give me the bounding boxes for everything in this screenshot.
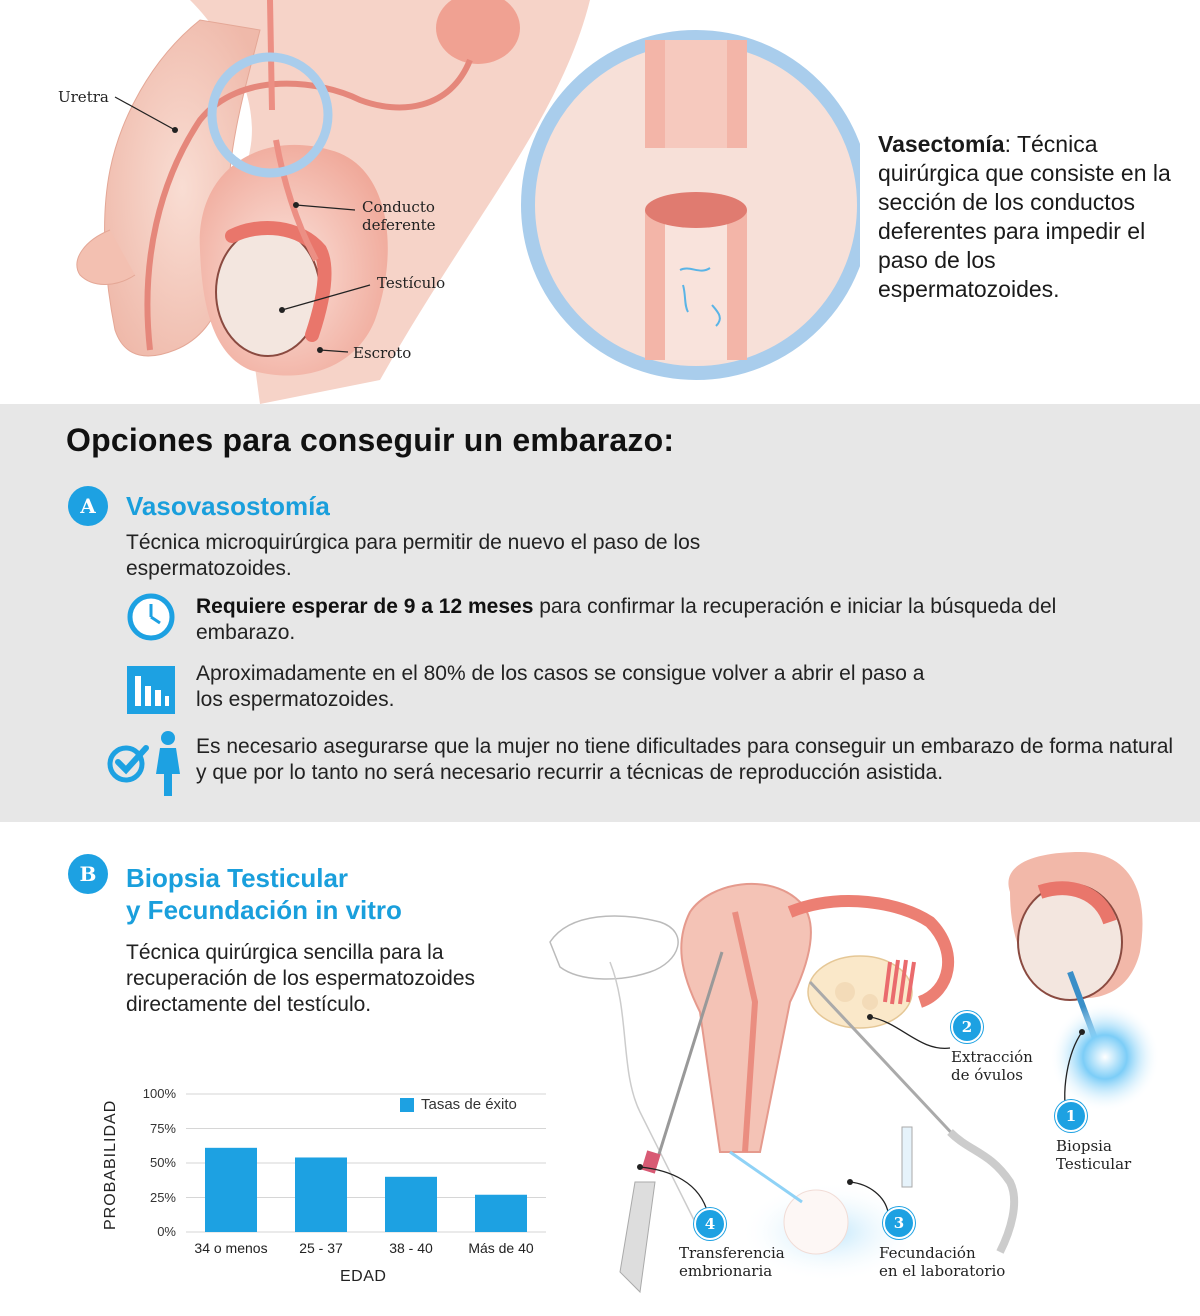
clock-icon <box>126 592 176 642</box>
option-b-badge: B <box>68 854 108 894</box>
vasectomy-illustration-section <box>0 0 1200 404</box>
success-rate-chart <box>96 1072 566 1312</box>
point-woman-text: Es necesario asegurarse que la mujer no tiene dificultades para conseguir un embarazo de forma natural y que por lo tanto no será necesario recurrir a técnicas de reproducción asistida. <box>196 735 1174 784</box>
options-title: Opciones para conseguir un embarazo: <box>66 422 675 458</box>
biopsy-ivf-section <box>0 822 1200 1316</box>
chart-bar <box>205 1148 257 1232</box>
option-a-point-wait <box>196 594 1096 646</box>
step-3-badge: 3 <box>883 1207 915 1239</box>
step-1-badge: 1 <box>1055 1100 1087 1132</box>
chart-x-tick-label: 34 o menos <box>194 1240 268 1256</box>
chart-y-tick-label: 75% <box>149 1120 176 1136</box>
legend-label: Tasas de éxito <box>421 1096 517 1113</box>
option-a-title: Vasovasostomía <box>126 491 330 521</box>
label-conducto-deferente: Conducto deferente <box>362 198 436 234</box>
bar-chart-icon <box>127 666 175 714</box>
option-a-description: Técnica microquirúrgica para permitir de nuevo el paso de los espermatozoides. <box>126 531 701 580</box>
option-b-description: Técnica quirúrgica sencilla para la recuperación de los espermatozoides directamente del testículo. <box>126 941 476 1016</box>
chart-x-tick-label: 38 - 40 <box>389 1240 433 1256</box>
point-wait-bold: Requiere esperar de 9 a 12 meses <box>196 595 534 618</box>
step-2-badge: 2 <box>951 1011 983 1043</box>
chart-y-tick-label: 25% <box>149 1189 176 1205</box>
chart-bar <box>295 1157 347 1232</box>
step-4-badge: 4 <box>694 1208 726 1240</box>
chart-x-axis-title: EDAD <box>340 1268 387 1285</box>
vasectomy-definition <box>878 130 1178 304</box>
chart-y-axis-title: PROBABILIDAD <box>102 1099 119 1230</box>
vasectomy-term: Vasectomía <box>878 131 1005 157</box>
chart-y-tick-label: 50% <box>149 1155 176 1170</box>
option-a-badge: A <box>68 486 108 526</box>
option-a-point-success <box>196 661 956 713</box>
pregnancy-options-section <box>0 404 1200 822</box>
step-1-label: Biopsia Testicular <box>1056 1137 1132 1173</box>
label-escroto: Escroto <box>353 344 412 362</box>
step-3-label: Fecundación en el laboratorio <box>879 1244 1006 1280</box>
ivf-illustration <box>540 852 1200 1316</box>
legend-swatch <box>400 1098 414 1112</box>
option-b-title-line2: y Fecundación in vitro <box>126 895 402 925</box>
chart-x-tick-label: Más de 40 <box>468 1240 534 1256</box>
chart-y-tick-label: 0% <box>157 1224 176 1239</box>
option-a-point-woman <box>196 734 1176 786</box>
chart-bar <box>475 1195 527 1232</box>
chart-x-tick-label: 25 - 37 <box>299 1240 343 1256</box>
step-2-label: Extracción de óvulos <box>951 1048 1033 1084</box>
label-testiculo: Testículo <box>377 274 446 292</box>
option-b-title-line1: Biopsia Testicular <box>126 863 349 893</box>
vasectomy-definition-text: : Técnica quirúrgica que consiste en la sección de los conductos deferentes para impedir el paso de los espermatozoides. <box>878 131 1171 302</box>
label-uretra: Uretra <box>58 88 109 106</box>
step-4-label: Transferencia embrionaria <box>679 1244 785 1280</box>
point-success-text: Aproximadamente en el 80% de los casos se consigue volver a abrir el paso a los espermatozoides. <box>196 662 925 711</box>
point-wait-text: para confirmar la recuperación e iniciar la búsqueda del embarazo. <box>196 595 1057 644</box>
check-woman-icon <box>106 728 184 798</box>
chart-bar <box>385 1177 437 1232</box>
chart-y-tick-label: 100% <box>142 1086 176 1101</box>
